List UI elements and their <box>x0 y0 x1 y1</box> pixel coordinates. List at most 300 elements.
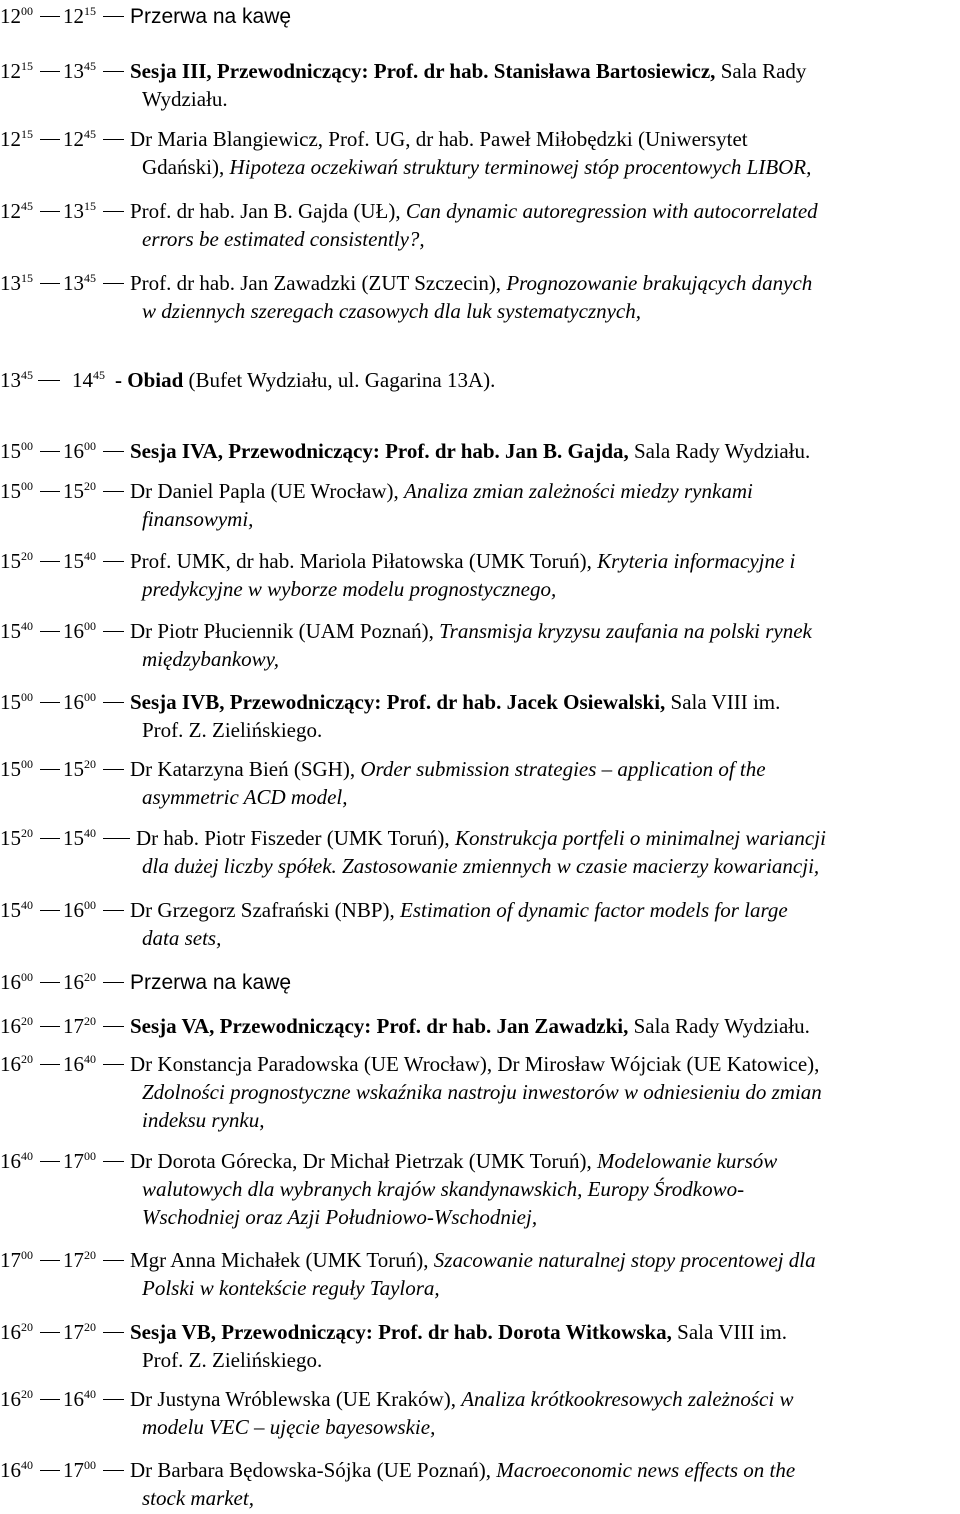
continuation-title: Wschodniej oraz Azji Południowo-Wschodniej, <box>142 1205 538 1229</box>
time-dash <box>103 702 124 703</box>
start-hour: 15 <box>0 439 21 463</box>
schedule-entry <box>0 968 960 996</box>
coffee-break-label: Przerwa na kawę <box>130 5 292 28</box>
time-dash <box>103 838 130 839</box>
time-dash <box>40 16 60 17</box>
continuation-title: dla dużej liczby spółek. Zastosowanie zmiennych w czasie macierzy kowariancji, <box>142 854 820 878</box>
start-time <box>0 896 33 924</box>
entry-normal-text: Sala VIII im. <box>665 690 781 714</box>
start-time <box>0 57 33 85</box>
time-dash <box>103 561 124 562</box>
continuation-title: asymmetric ACD model, <box>142 785 348 809</box>
schedule-entry <box>0 617 960 673</box>
entry-continuation-line <box>142 1106 960 1134</box>
entry-first-line <box>0 547 960 575</box>
entry-continuation-line <box>142 85 960 113</box>
start-hour: 16 <box>0 1149 21 1173</box>
start-time <box>0 1318 33 1346</box>
end-time <box>72 366 105 394</box>
continuation-title: w dziennych szeregach czasowych dla luk systematycznych, <box>142 299 642 323</box>
end-hour: 15 <box>63 549 84 573</box>
schedule-entry <box>0 1456 960 1512</box>
time-dash <box>103 1332 124 1333</box>
entry-normal-text: Dr Maria Blangiewicz, Prof. UG, dr hab. Paweł Miłobędzki (Uniwersytet <box>130 127 748 151</box>
entry-continuation-line <box>142 505 960 533</box>
end-time <box>63 1147 96 1175</box>
time-dash <box>40 139 60 140</box>
start-time <box>0 269 33 297</box>
entry-continuation-line <box>142 575 960 603</box>
end-hour: 15 <box>63 757 84 781</box>
start-time <box>0 617 33 645</box>
entry-continuation-line <box>142 1274 960 1302</box>
time-dash <box>40 491 60 492</box>
time-dash <box>40 910 60 911</box>
start-hour: 16 <box>0 1014 21 1038</box>
entry-normal-text: Sala Rady Wydziału. <box>628 1014 810 1038</box>
start-time <box>0 1050 33 1078</box>
entry-first-line <box>0 1456 960 1484</box>
time-dash <box>103 16 124 17</box>
end-minutes: 20 <box>84 970 96 984</box>
talk-title: Modelowanie kursów <box>597 1149 778 1173</box>
end-hour: 13 <box>63 199 84 223</box>
start-minutes: 45 <box>21 368 33 382</box>
time-dash <box>103 211 124 212</box>
entry-first-line <box>0 617 960 645</box>
start-minutes: 20 <box>21 1052 33 1066</box>
start-hour: 15 <box>0 690 21 714</box>
talk-title: Estimation of dynamic factor models for large <box>400 898 788 922</box>
time-dash <box>103 631 124 632</box>
schedule-entry <box>0 197 960 253</box>
time-dash <box>103 139 124 140</box>
schedule-entry <box>0 437 960 465</box>
start-hour: 15 <box>0 757 21 781</box>
entry-text <box>130 1050 819 1078</box>
entry-first-line <box>0 1318 960 1346</box>
entry-normal-text: Prof. dr hab. Jan B. Gajda (UŁ), <box>130 199 406 223</box>
entry-text <box>130 968 291 997</box>
time-dash <box>103 451 124 452</box>
end-time <box>63 1050 96 1078</box>
entry-continuation-line <box>142 297 960 325</box>
entry-text <box>130 896 788 924</box>
end-hour: 16 <box>63 1387 84 1411</box>
schedule-entry <box>0 1147 960 1231</box>
start-hour: 16 <box>0 1320 21 1344</box>
talk-title: Analiza krótkookresowych zależności w <box>461 1387 794 1411</box>
time-dash <box>103 1470 124 1471</box>
end-time <box>63 1246 96 1274</box>
entry-normal-text: Dr Grzegorz Szafrański (NBP), <box>130 898 400 922</box>
end-time <box>63 755 96 783</box>
end-minutes: 45 <box>84 127 96 141</box>
start-minutes: 00 <box>21 690 33 704</box>
start-time <box>0 197 33 225</box>
end-minutes: 20 <box>84 1014 96 1028</box>
start-hour: 15 <box>0 479 21 503</box>
start-hour: 12 <box>0 59 21 83</box>
time-dash <box>40 1026 60 1027</box>
entry-first-line <box>0 125 960 153</box>
start-time <box>0 755 33 783</box>
continuation-normal-text: Prof. Z. Zielińskiego. <box>142 718 323 742</box>
end-hour: 15 <box>63 479 84 503</box>
schedule-entry <box>0 57 960 113</box>
entry-first-line <box>0 1147 960 1175</box>
time-dash <box>38 380 60 381</box>
schedule-entry <box>0 2 960 30</box>
entry-first-line <box>0 197 960 225</box>
end-time <box>63 968 96 996</box>
end-minutes: 45 <box>84 271 96 285</box>
entry-first-line <box>0 688 960 716</box>
start-time <box>0 477 33 505</box>
entry-text <box>130 269 812 297</box>
end-minutes: 40 <box>84 549 96 563</box>
entry-normal-text: Sala VIII im. <box>671 1320 788 1344</box>
time-dash <box>40 1470 60 1471</box>
session-title: Sesja III, Przewodniczący: Prof. dr hab. Stanisława Bartosiewicz, <box>130 59 716 83</box>
continuation-title: data sets, <box>142 926 222 950</box>
continuation-normal-text: Prof. Z. Zielińskiego. <box>142 1348 323 1372</box>
start-time <box>0 2 33 30</box>
start-hour: 15 <box>0 619 21 643</box>
end-time <box>63 1385 96 1413</box>
start-hour: 17 <box>0 1248 21 1272</box>
time-dash <box>103 283 124 284</box>
talk-title: Prognozowanie brakujących danych <box>506 271 813 295</box>
continuation-title: międzybankowy, <box>142 647 280 671</box>
end-minutes: 45 <box>84 59 96 73</box>
start-minutes: 20 <box>21 1387 33 1401</box>
schedule-entry <box>0 896 960 952</box>
schedule-entry <box>0 1246 960 1302</box>
start-time <box>0 1456 33 1484</box>
end-minutes: 00 <box>84 1149 96 1163</box>
time-dash <box>40 1332 60 1333</box>
entry-text <box>130 1385 793 1413</box>
time-dash <box>40 838 60 839</box>
entry-text <box>130 1318 787 1346</box>
entry-normal-text: Prof. UMK, dr hab. Mariola Piłatowska (UMK Toruń), <box>130 549 598 573</box>
time-dash <box>103 1260 124 1261</box>
start-hour: 16 <box>0 1458 21 1482</box>
end-hour: 17 <box>63 1320 84 1344</box>
start-hour: 13 <box>0 271 21 295</box>
start-hour: 15 <box>0 898 21 922</box>
talk-title: Macroeconomic news effects on the <box>496 1458 796 1482</box>
entry-normal-text: Sala Rady <box>715 59 807 83</box>
time-dash <box>40 769 60 770</box>
start-time <box>0 1246 33 1274</box>
entry-text <box>130 477 753 505</box>
time-dash <box>103 910 124 911</box>
continuation-title: Zdolności prognostyczne wskaźnika nastroju inwestorów w odniesieniu do zmian <box>142 1080 822 1104</box>
time-dash <box>40 561 60 562</box>
end-minutes: 40 <box>84 1052 96 1066</box>
entry-normal-text: Dr Daniel Papla (UE Wrocław), <box>130 479 405 503</box>
start-minutes: 00 <box>21 970 33 984</box>
entry-first-line <box>0 1385 960 1413</box>
start-hour: 16 <box>0 1052 21 1076</box>
end-minutes: 40 <box>84 826 96 840</box>
session-title: Sesja IVA, Przewodniczący: Prof. dr hab. Jan B. Gajda, <box>130 439 629 463</box>
start-time <box>0 547 33 575</box>
schedule-entry <box>0 547 960 603</box>
talk-title: Order submission strategies – application of the <box>360 757 766 781</box>
schedule-entry <box>0 688 960 744</box>
end-hour: 17 <box>63 1248 84 1272</box>
end-time <box>63 477 96 505</box>
start-time <box>0 366 33 394</box>
schedule-entry <box>0 269 960 325</box>
start-minutes: 40 <box>21 1149 33 1163</box>
time-dash <box>103 491 124 492</box>
start-minutes: 00 <box>21 439 33 453</box>
start-minutes: 20 <box>21 1320 33 1334</box>
time-dash <box>40 1260 60 1261</box>
end-hour: 13 <box>63 271 84 295</box>
continuation-title: stock market, <box>142 1486 254 1510</box>
end-hour: 12 <box>63 127 84 151</box>
start-minutes: 20 <box>21 826 33 840</box>
start-minutes: 20 <box>21 1014 33 1028</box>
entry-normal-text: Dr Barbara Będowska-Sójka (UE Poznań), <box>130 1458 497 1482</box>
start-hour: 15 <box>0 826 21 850</box>
start-hour: 13 <box>0 368 21 392</box>
end-minutes: 00 <box>84 439 96 453</box>
start-minutes: 40 <box>21 898 33 912</box>
end-time <box>63 688 96 716</box>
end-time <box>63 57 96 85</box>
end-hour: 14 <box>72 368 93 392</box>
entry-continuation-line <box>142 1346 960 1374</box>
end-time <box>63 1012 96 1040</box>
entry-text <box>136 824 826 852</box>
talk-title: Konstrukcja portfeli o minimalnej wariancji <box>454 826 826 850</box>
schedule-entry <box>0 755 960 811</box>
entry-normal-text: Sala Rady Wydziału. <box>628 439 811 463</box>
coffee-break-label: Przerwa na kawę <box>130 971 292 994</box>
end-time <box>63 824 96 852</box>
start-minutes: 15 <box>21 59 33 73</box>
continuation-title: Hipoteza oczekiwań struktury terminowej stóp procentowych LIBOR, <box>229 155 812 179</box>
end-minutes: 00 <box>84 690 96 704</box>
entry-text <box>130 755 766 783</box>
time-dash <box>103 1161 124 1162</box>
lunch-label: - Obiad <box>115 368 184 392</box>
end-hour: 17 <box>63 1149 84 1173</box>
start-time <box>0 968 33 996</box>
time-dash <box>40 451 60 452</box>
entry-first-line <box>0 824 960 852</box>
entry-text <box>130 547 795 575</box>
time-dash <box>103 982 124 983</box>
entry-normal-text: Dr Piotr Płuciennik (UAM Poznań), <box>130 619 440 643</box>
talk-title: Transmisja kryzysu zaufania na polski rynek <box>439 619 812 643</box>
end-time <box>63 1456 96 1484</box>
time-dash <box>40 982 60 983</box>
start-time <box>0 1012 33 1040</box>
talk-title: Szacowanie naturalnej stopy procentowej dla <box>433 1248 816 1272</box>
entry-text <box>130 1147 777 1175</box>
start-minutes: 00 <box>21 757 33 771</box>
continuation-normal-text: Gdański), <box>142 155 230 179</box>
end-hour: 16 <box>63 619 84 643</box>
end-time <box>63 197 96 225</box>
end-minutes: 15 <box>84 199 96 213</box>
entry-text <box>130 1246 816 1274</box>
entry-normal-text: Dr Justyna Wróblewska (UE Kraków), <box>130 1387 462 1411</box>
end-minutes: 40 <box>84 1387 96 1401</box>
time-dash <box>103 1399 124 1400</box>
entry-normal-text: Dr Konstancja Paradowska (UE Wrocław), Dr Mirosław Wójciak (UE Katowice), <box>130 1052 820 1076</box>
start-hour: 12 <box>0 4 21 28</box>
end-minutes: 45 <box>93 368 105 382</box>
end-time <box>63 125 96 153</box>
entry-first-line <box>0 1246 960 1274</box>
end-hour: 16 <box>63 898 84 922</box>
entry-first-line <box>0 57 960 85</box>
entry-continuation-line <box>142 225 960 253</box>
end-hour: 17 <box>63 1458 84 1482</box>
entry-normal-text: Dr Dorota Górecka, Dr Michał Pietrzak (UMK Toruń), <box>130 1149 598 1173</box>
continuation-title: errors be estimated consistently?, <box>142 227 425 251</box>
talk-title: Kryteria informacyjne i <box>597 549 796 573</box>
schedule-entry <box>0 824 960 880</box>
start-minutes: 15 <box>21 271 33 285</box>
entry-continuation-line <box>142 153 960 181</box>
continuation-title: indeksu rynku, <box>142 1108 265 1132</box>
talk-title: Can dynamic autoregression with autocorrelated <box>405 199 818 223</box>
time-dash <box>40 702 60 703</box>
entry-text <box>130 1456 795 1484</box>
end-time <box>63 437 96 465</box>
schedule-entry <box>0 1385 960 1441</box>
start-minutes: 15 <box>21 127 33 141</box>
end-hour: 12 <box>63 4 84 28</box>
entry-normal-text: Dr Katarzyna Bień (SGH), <box>130 757 361 781</box>
start-minutes: 00 <box>21 4 33 18</box>
session-title: Sesja VA, Przewodniczący: Prof. dr hab. Jan Zawadzki, <box>130 1014 629 1038</box>
time-dash <box>40 211 60 212</box>
continuation-title: finansowymi, <box>142 507 254 531</box>
entry-first-line <box>0 269 960 297</box>
end-minutes: 20 <box>84 479 96 493</box>
entry-normal-text: Dr hab. Piotr Fiszeder (UMK Toruń), <box>136 826 455 850</box>
entry-text <box>130 57 806 85</box>
entry-first-line <box>0 437 960 465</box>
end-time <box>63 547 96 575</box>
start-time <box>0 1147 33 1175</box>
time-dash <box>103 1026 124 1027</box>
entry-text <box>130 1012 810 1040</box>
entry-continuation-line <box>142 783 960 811</box>
end-minutes: 20 <box>84 1248 96 1262</box>
start-hour: 16 <box>0 1387 21 1411</box>
schedule-entry <box>0 1050 960 1134</box>
entry-normal-text: (Bufet Wydziału, ul. Gagarina 13A). <box>183 368 496 392</box>
entry-continuation-line <box>142 645 960 673</box>
start-hour: 12 <box>0 199 21 223</box>
start-minutes: 45 <box>21 199 33 213</box>
entry-continuation-line <box>142 1175 960 1203</box>
entry-first-line <box>0 755 960 783</box>
end-hour: 16 <box>63 970 84 994</box>
continuation-title: Polski w kontekście reguły Taylora, <box>142 1276 440 1300</box>
entry-continuation-line <box>142 1484 960 1512</box>
schedule-entry <box>0 125 960 181</box>
start-minutes: 20 <box>21 549 33 563</box>
start-hour: 16 <box>0 970 21 994</box>
start-minutes: 40 <box>21 619 33 633</box>
talk-title: Analiza zmian zależności miedzy rynkami <box>404 479 753 503</box>
start-time <box>0 437 33 465</box>
end-time <box>63 2 96 30</box>
entry-text <box>115 366 495 394</box>
end-hour: 16 <box>63 690 84 714</box>
entry-text <box>130 617 812 645</box>
continuation-normal-text: Wydziału. <box>142 87 228 111</box>
end-minutes: 20 <box>84 757 96 771</box>
start-minutes: 00 <box>21 1248 33 1262</box>
entry-text <box>130 437 810 465</box>
start-time <box>0 1385 33 1413</box>
entry-text <box>130 688 780 716</box>
entry-continuation-line <box>142 1078 960 1106</box>
end-minutes: 20 <box>84 1320 96 1334</box>
time-dash <box>40 631 60 632</box>
schedule-entry <box>0 366 960 394</box>
entry-normal-text: Prof. dr hab. Jan Zawadzki (ZUT Szczecin), <box>130 271 507 295</box>
start-time <box>0 125 33 153</box>
end-minutes: 00 <box>84 619 96 633</box>
time-dash <box>103 71 124 72</box>
continuation-title: modelu VEC – ujęcie bayesowskie, <box>142 1415 436 1439</box>
entry-first-line <box>0 477 960 505</box>
entry-first-line <box>0 896 960 924</box>
end-minutes: 15 <box>84 4 96 18</box>
entry-continuation-line <box>142 1413 960 1441</box>
end-minutes: 00 <box>84 1458 96 1472</box>
continuation-title: predykcyjne w wyborze modelu prognostycznego, <box>142 577 557 601</box>
start-time <box>0 688 33 716</box>
end-hour: 15 <box>63 826 84 850</box>
entry-first-line <box>0 1050 960 1078</box>
entry-first-line <box>0 968 960 996</box>
start-hour: 15 <box>0 549 21 573</box>
end-time <box>63 617 96 645</box>
entry-text <box>130 2 291 31</box>
end-time <box>63 269 96 297</box>
time-dash <box>40 1064 60 1065</box>
entry-text <box>130 125 748 153</box>
entry-first-line <box>0 2 960 30</box>
end-time <box>63 896 96 924</box>
entry-normal-text: Mgr Anna Michałek (UMK Toruń), <box>130 1248 434 1272</box>
start-hour: 12 <box>0 127 21 151</box>
entry-continuation-line <box>142 1203 960 1231</box>
end-minutes: 00 <box>84 898 96 912</box>
end-hour: 17 <box>63 1014 84 1038</box>
session-title: Sesja IVB, Przewodniczący: Prof. dr hab. Jacek Osiewalski, <box>130 690 666 714</box>
entry-text <box>130 197 818 225</box>
schedule-entry <box>0 1012 960 1040</box>
start-minutes: 00 <box>21 479 33 493</box>
end-hour: 13 <box>63 59 84 83</box>
